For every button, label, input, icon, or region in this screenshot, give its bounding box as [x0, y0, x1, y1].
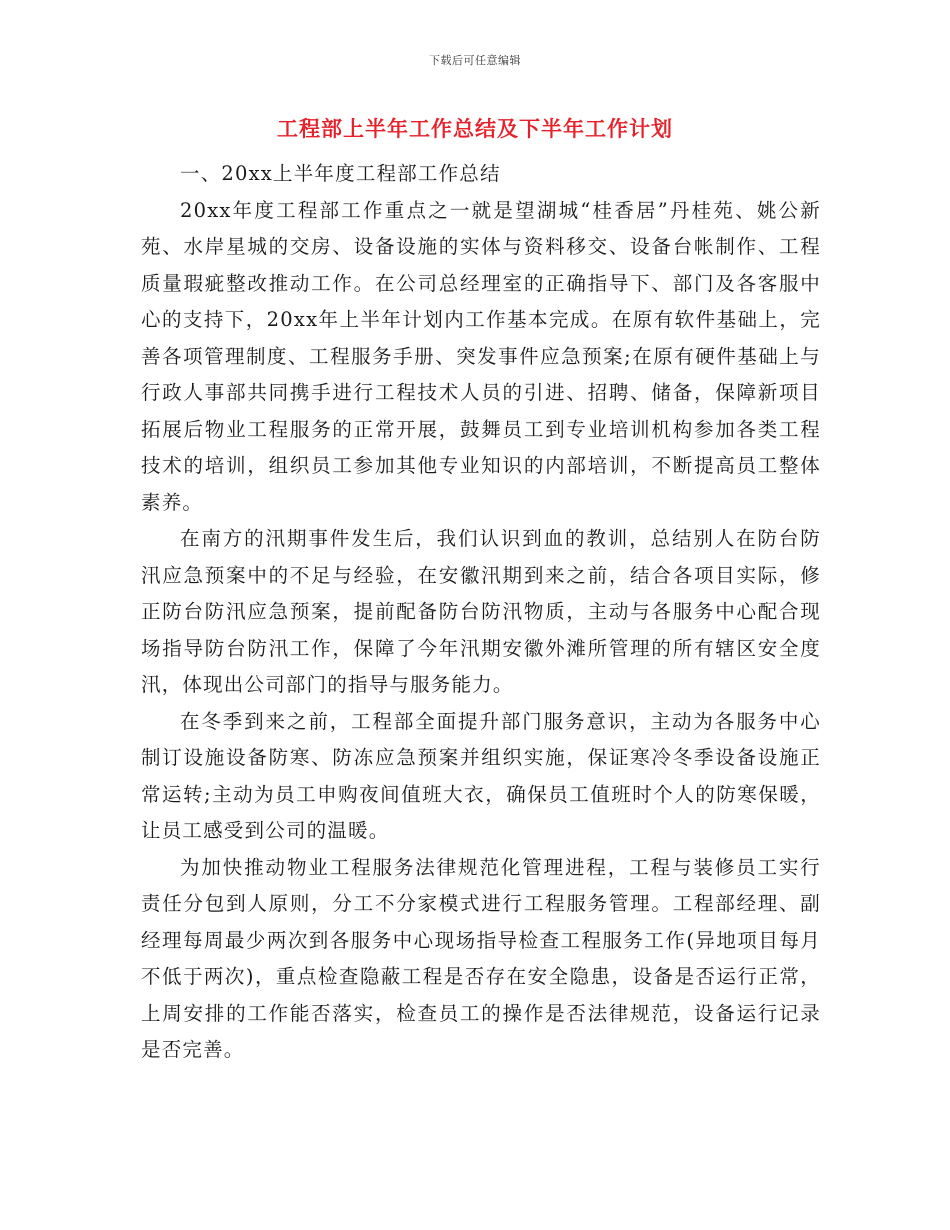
paragraph-3: 在冬季到来之前，工程部全面提升部门服务意识，主动为各服务中心制订设施设备防寒、防冻应急预案并组织实施，保证寒冷冬季设备设施正常运转;主动为员工申购夜间值班大衣，确保员工值班时个人的防寒保暖，让员工感受到公司的温暖。 — [141, 709, 821, 842]
document-body — [141, 156, 821, 1069]
paragraph-4: 为加快推动物业工程服务法律规范化管理进程，工程与装修员工实行责任分包到人原则，分工不分家模式进行工程服务管理。工程部经理、副经理每周最少两次到各服务中心现场指导检查工程服务工作(异地项目每月不低于两次)，重点检查隐蔽工程是否存在安全隐患，设备是否运行正常，上周安排的工作能否落实，检查员工的操作是否法律规范，设备运行记录是否完善。 — [141, 855, 821, 1061]
section-heading: 一、20xx上半年度工程部工作总结 — [180, 162, 501, 185]
paragraph-1: 20xx年度工程部工作重点之一就是望湖城“桂香居”丹桂苑、姚公新苑、水岸星城的交房、设备设施的实体与资料移交、设备台帐制作、工程质量瑕疵整改推动工作。在公司总经理室的正确指导下、部门及各客服中心的支持下，20xx年上半年计划内工作基本完成。在原有软件基础上，完善各项管理制度、工程服务手册、突发事件应急预案;在原有硬件基础上与行政人事部共同携手进行工程技术人员的引进、招聘、储备，保障新项目拓展后物业工程服务的正常开展，鼓舞员工到专业培训机构参加各类工程技术的培训，组织员工参加其他专业知识的内部培训，不断提高员工整体素养。 — [141, 198, 821, 514]
paragraph-2: 在南方的汛期事件发生后，我们认识到血的教训，总结别人在防台防汛应急预案中的不足与经验，在安徽汛期到来之前，结合各项目实际，修正防台防汛应急预案，提前配备防台防汛物质，主动与各服务中心配合现场指导防台防汛工作，保障了今年汛期安徽外滩所管理的所有辖区安全度汛，体现出公司部门的指导与服务能力。 — [141, 527, 821, 696]
header-note: 下载后可任意编辑 — [429, 54, 521, 67]
document-title: 工程部上半年工作总结及下半年工作计划 — [277, 116, 673, 141]
